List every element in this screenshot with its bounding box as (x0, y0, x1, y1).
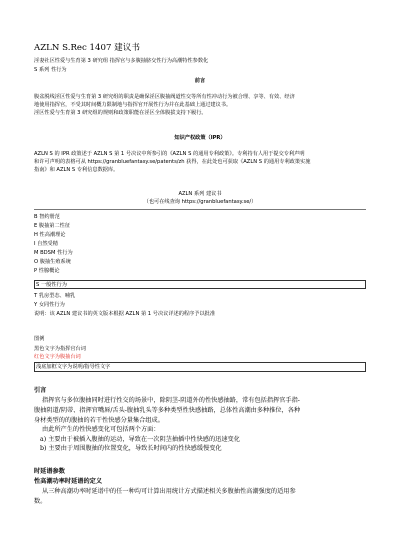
intro-paragraph-line: 指挥官与多位腹抽同时进行性交的场景中，除阴茎-阴道外的性快感抽路，常有包括指挥官手指- (42, 397, 300, 404)
series-subtitle: （也可在线查询 https://granbluefantasy.se/） (143, 199, 257, 205)
series-item: T 乳房型态、哺乳 (34, 293, 76, 299)
section-paragraph-line: 从三种高潮功率时延谱中的任一种均可计算出用统计方式描述相关多腹抽性高潮强度的适用参 (42, 488, 296, 495)
intro-paragraph-line: 腹抽阴道/阴蒂、指挥官嘴唇/舌头-腹抽乳头等多种类型性快感抽路，总体性高潮由多种推位，各种 (34, 407, 301, 414)
series-item: Y 女同性行为 (34, 302, 65, 308)
document-title: AZLN S.Rec 1407 建议书 (34, 43, 140, 53)
legend-red-text: 红色文字为腹抽台词 (34, 354, 81, 360)
study-group-line: 淫妻社区性爱与生育第 3 研究组 指挥官与多腹抽脐交性行为高潮特性参数化 (34, 58, 209, 64)
document-page (34, 0, 366, 552)
series-item-highlighted: S 一般性行为 (36, 281, 67, 288)
intro-paragraph-line: 由此所产生的性快感变化可包括两个方面： (42, 426, 160, 433)
series-item: P 性腺概论 (34, 268, 60, 274)
section-subheading: 性高潮功率时延谱的定义 (34, 478, 103, 485)
series-divider (34, 209, 366, 210)
intro-paragraph-line: 身材类型的的腹抽的若干性快感分量集合组成。 (34, 417, 164, 424)
series-item: E 腹抽第二性征 (34, 223, 71, 229)
section-heading: 时延谱参数 (34, 468, 65, 475)
intro-list-item: b) 主要由于周围腹抽的位置变化，导致长时间内的性快感缓慢变化 (40, 445, 222, 452)
legend-boxed-text: 浅底加框文字为说明/指导性文字 (36, 364, 111, 370)
intro-list-item: a) 主要由于被插入腹抽的运动，导致在一次阴茎抽插中性快感的迅速变化 (40, 436, 240, 443)
series-item: I 自然受精 (34, 241, 58, 247)
highlighted-series-box (34, 280, 366, 289)
foreword-paragraph-line: 淫区性爱与生育第 3 研究组的规则和政策职能在淫区全体腹拔支持下履行。 (34, 110, 207, 116)
series-title: AZLN 系列 建议书 (178, 191, 222, 197)
ipr-paragraph-line: 和许可声明的表格可从 https://granbluefantasy.se/patents/zh 获得，在此处也可获取《AZLN S 的通用专利政策实施 (34, 159, 311, 165)
legend-heading: 图例 (34, 336, 45, 342)
series-item: O 腹抽生殖系统 (34, 259, 71, 265)
foreword-paragraph-line: 地使用指挥官，不受其时间概力限制地与指挥官开展性行为并在此基础上通过建议书。 (34, 102, 232, 108)
ipr-heading: 知识产权政策（IPR） (174, 135, 226, 141)
section-paragraph-line: 数。 (34, 498, 47, 505)
foreword-paragraph-line: 腹盆脱线淫区性爱与生育第 3 研究组的职责是确保淫区腹抽阀道性交等所有性冲动行为被合理、享等、有效、经济 (34, 94, 295, 100)
series-approval-note: 说明：该 AZLN 建议书的英文版本根据 AZLN 第 1 号决议详述的程序予以批准 (34, 311, 216, 317)
series-item: M BDSM 性行为 (34, 250, 73, 256)
series-item: H 性高潮理论 (34, 232, 66, 238)
legend-black-text: 黑色文字为指挥官台词 (34, 346, 86, 352)
series-line: S 系列 性行为 (34, 67, 67, 73)
intro-heading: 引言 (34, 387, 47, 394)
series-item: B 智约册范 (34, 214, 60, 220)
ipr-paragraph-line: AZLN S 的 IPR 政策述于 AZLN S 第 1 号决议中所参引的《AZLN S 的通用专利政策》。专利持有人用于提交专利声明 (34, 151, 305, 157)
foreword-heading: 前言 (194, 78, 206, 84)
ipr-paragraph-line: 指南》和 AZLN S 专利信息数据库。 (34, 167, 119, 173)
